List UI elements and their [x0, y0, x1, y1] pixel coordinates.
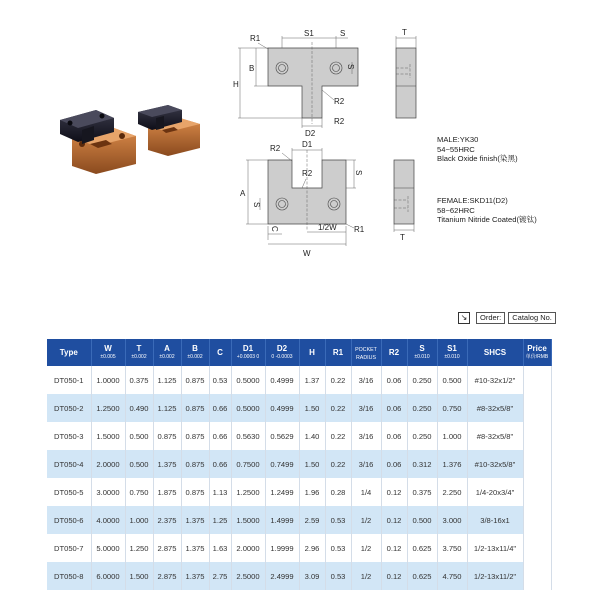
table-cell: 0.12: [381, 534, 407, 562]
table-cell: [523, 450, 551, 478]
table-cell: 1/2: [351, 562, 381, 590]
female-hardness: 58~62HRC: [437, 205, 475, 215]
column-header: POCKET RADIUS: [351, 339, 381, 366]
table-cell: 0.53: [325, 506, 351, 534]
dim-label-w: W: [303, 249, 311, 258]
table-cell: 0.28: [325, 478, 351, 506]
table-cell: 0.750: [125, 478, 153, 506]
dim-label-d2: D2: [305, 129, 316, 138]
table-cell: 0.12: [381, 562, 407, 590]
table-cell: [523, 562, 551, 590]
table-cell: 0.375: [407, 478, 437, 506]
table-cell: 1.375: [153, 450, 181, 478]
column-header: D1 +0.0003 0: [231, 339, 265, 366]
table-cell: 3/16: [351, 366, 381, 394]
table-cell: 0.750: [437, 394, 467, 422]
table-cell: 1.63: [209, 534, 231, 562]
table-cell: 1.50: [299, 394, 325, 422]
table-cell: [523, 366, 551, 394]
table-cell: DT050-1: [47, 366, 91, 394]
table-cell: 0.06: [381, 450, 407, 478]
column-header: SHCS: [467, 339, 523, 366]
table-cell: 3.000: [437, 506, 467, 534]
technical-drawings: [230, 24, 430, 258]
dim-label-c: C: [270, 226, 279, 232]
table-cell: DT050-7: [47, 534, 91, 562]
female-finish: Titanium Nitride Coated(镀钛): [437, 215, 537, 225]
table-cell: 1.500: [125, 562, 153, 590]
dim-label-half-w: 1/2W: [318, 223, 337, 232]
column-header: A ±0.002: [153, 339, 181, 366]
table-row: [47, 450, 551, 478]
table-cell: 1/2: [351, 506, 381, 534]
table-cell: 2.375: [153, 506, 181, 534]
table-cell: DT050-2: [47, 394, 91, 422]
table-cell: 1.0000: [91, 366, 125, 394]
dim-label-r2-b: R2: [334, 117, 345, 126]
table-cell: 0.875: [181, 478, 209, 506]
column-header: S1 ±0.010: [437, 339, 467, 366]
table-cell: 0.875: [181, 366, 209, 394]
table-cell: 1.37: [299, 366, 325, 394]
table-cell: 2.4999: [265, 562, 299, 590]
table-cell: 0.22: [325, 422, 351, 450]
table-cell: DT050-3: [47, 422, 91, 450]
table-cell: 1.125: [153, 366, 181, 394]
table-cell: 1.125: [153, 394, 181, 422]
table-cell: [523, 534, 551, 562]
table-cell: 0.312: [407, 450, 437, 478]
table-cell: 1/2-13x11/4": [467, 534, 523, 562]
table-cell: 4.0000: [91, 506, 125, 534]
table-cell: 0.500: [407, 506, 437, 534]
table-cell: 2.875: [153, 562, 181, 590]
column-header: R1: [325, 339, 351, 366]
table-cell: 1.2499: [265, 478, 299, 506]
column-header: B ±0.002: [181, 339, 209, 366]
table-cell: 0.5630: [231, 422, 265, 450]
table-cell: 3/16: [351, 450, 381, 478]
table-cell: [523, 394, 551, 422]
table-cell: 0.06: [381, 394, 407, 422]
table-cell: DT050-5: [47, 478, 91, 506]
table-row: [47, 366, 551, 394]
table-row: [47, 394, 551, 422]
dim-label-s1: S1: [304, 29, 314, 38]
female-material: FEMALE:SKD11(D2): [437, 196, 508, 205]
table-cell: 0.875: [181, 450, 209, 478]
order-pointer-icon: ↘: [458, 312, 470, 324]
table-cell: DT050-4: [47, 450, 91, 478]
table-cell: 0.53: [325, 534, 351, 562]
male-material: MALE:YK30: [437, 135, 479, 144]
dim-label-r2-c: R2: [270, 144, 281, 153]
table-cell: 1.25: [209, 506, 231, 534]
column-header: Price 单价/RMB: [523, 339, 551, 366]
table-cell: 1.5000: [231, 506, 265, 534]
table-cell: 0.500: [437, 366, 467, 394]
table-cell: 0.7500: [231, 450, 265, 478]
table-cell: 4.750: [437, 562, 467, 590]
table-cell: 3/8-16x1: [467, 506, 523, 534]
table-cell: 0.875: [181, 394, 209, 422]
table-cell: 0.4999: [265, 394, 299, 422]
dim-label-r1-female: R1: [354, 225, 365, 234]
table-cell: 0.375: [125, 366, 153, 394]
table-body: [47, 366, 551, 590]
table-cell: 2.5000: [231, 562, 265, 590]
table-cell: 1/4-20x3/4": [467, 478, 523, 506]
table-header-row: [47, 339, 551, 366]
column-header: C: [209, 339, 231, 366]
table-cell: 2.96: [299, 534, 325, 562]
table-cell: 0.12: [381, 506, 407, 534]
table-cell: 0.12: [381, 478, 407, 506]
table-cell: 1.13: [209, 478, 231, 506]
table-cell: 3.0000: [91, 478, 125, 506]
table-cell: 0.66: [209, 450, 231, 478]
column-header: S ±0.010: [407, 339, 437, 366]
table-cell: 0.625: [407, 534, 437, 562]
table-cell: 0.250: [407, 394, 437, 422]
table-cell: 0.490: [125, 394, 153, 422]
dim-label-t-male: T: [402, 28, 407, 37]
table-cell: 0.22: [325, 450, 351, 478]
table-cell: 2.59: [299, 506, 325, 534]
dim-label-s-side: S: [252, 202, 261, 208]
table-cell: 1.376: [437, 450, 467, 478]
table-cell: 1.50: [299, 450, 325, 478]
dim-label-s: S: [340, 29, 346, 38]
table-cell: 1.9999: [265, 534, 299, 562]
table-cell: 1.2500: [231, 478, 265, 506]
female-spec: [437, 196, 537, 225]
table-cell: 1.5000: [91, 422, 125, 450]
table-cell: 1.250: [125, 534, 153, 562]
table-cell: 2.75: [209, 562, 231, 590]
table-cell: [523, 422, 551, 450]
table-cell: 0.5000: [231, 394, 265, 422]
table-cell: 1.375: [181, 562, 209, 590]
table-cell: 1.2500: [91, 394, 125, 422]
dim-label-d1: D1: [302, 140, 313, 149]
male-finish: Black Oxide finish(染黑): [437, 154, 518, 164]
table-cell: 3.750: [437, 534, 467, 562]
table-cell: 1/2-13x11/2": [467, 562, 523, 590]
table-cell: 0.7499: [265, 450, 299, 478]
table-cell: #8-32x5/8": [467, 422, 523, 450]
table-cell: 0.625: [407, 562, 437, 590]
table-cell: #10-32x5/8": [467, 450, 523, 478]
table-cell: 1.4999: [265, 506, 299, 534]
table-cell: 0.22: [325, 394, 351, 422]
table-cell: 1.375: [181, 534, 209, 562]
dim-label-r2-a: R2: [334, 97, 345, 106]
dim-label-s-vert: S: [346, 64, 355, 70]
column-header: W ±0.005: [91, 339, 125, 366]
table-cell: 0.500: [125, 450, 153, 478]
table-cell: 0.66: [209, 394, 231, 422]
table-cell: 0.250: [407, 366, 437, 394]
table-cell: [523, 506, 551, 534]
table-cell: 3/16: [351, 394, 381, 422]
table-cell: 0.500: [125, 422, 153, 450]
dim-label-r1: R1: [250, 34, 261, 43]
table-cell: 1.000: [125, 506, 153, 534]
dim-label-b: B: [249, 64, 255, 73]
male-spec: [437, 135, 518, 164]
male-hardness: 54~55HRC: [437, 144, 475, 154]
table-cell: 0.5629: [265, 422, 299, 450]
table-cell: 3.09: [299, 562, 325, 590]
table-row: [47, 506, 551, 534]
table-cell: 0.66: [209, 422, 231, 450]
table-row: [47, 534, 551, 562]
table-cell: 0.06: [381, 422, 407, 450]
column-header: D2 0 -0.0003: [265, 339, 299, 366]
table-cell: 1/2: [351, 534, 381, 562]
table-cell: 0.250: [407, 422, 437, 450]
column-header: H: [299, 339, 325, 366]
table-cell: 0.53: [325, 562, 351, 590]
dim-label-s-female: S: [354, 170, 363, 176]
table-cell: 0.875: [153, 422, 181, 450]
table-cell: 0.06: [381, 366, 407, 394]
table-row: [47, 562, 551, 590]
product-photo: [52, 104, 204, 176]
dim-label-t-female: T: [400, 233, 405, 242]
table-cell: 1.000: [437, 422, 467, 450]
table-cell: 0.22: [325, 366, 351, 394]
table-row: [47, 478, 551, 506]
order-label: Order:: [476, 312, 505, 324]
table-cell: 5.0000: [91, 534, 125, 562]
table-cell: 0.875: [181, 422, 209, 450]
table-cell: 0.5000: [231, 366, 265, 394]
table-cell: 2.875: [153, 534, 181, 562]
table-cell: #10-32x1/2": [467, 366, 523, 394]
spec-table: [47, 339, 552, 590]
column-header: Type: [47, 339, 91, 366]
table-cell: 2.0000: [231, 534, 265, 562]
table-cell: 2.0000: [91, 450, 125, 478]
dim-label-h: H: [233, 80, 239, 89]
dim-label-r2-d: R2: [302, 169, 313, 178]
catalog-no-label: Catalog No.: [508, 312, 556, 324]
table-cell: 1.40: [299, 422, 325, 450]
table-cell: 0.4999: [265, 366, 299, 394]
table-row: [47, 422, 551, 450]
table-cell: [523, 478, 551, 506]
table-cell: 1.875: [153, 478, 181, 506]
table-cell: 1.375: [181, 506, 209, 534]
order-row: [458, 312, 556, 324]
table-cell: 1/4: [351, 478, 381, 506]
table-cell: DT050-8: [47, 562, 91, 590]
column-header: T ±0.002: [125, 339, 153, 366]
dim-label-a: A: [240, 189, 246, 198]
table-cell: 2.250: [437, 478, 467, 506]
table-cell: 6.0000: [91, 562, 125, 590]
table-cell: DT050-6: [47, 506, 91, 534]
table-cell: #8-32x5/8": [467, 394, 523, 422]
table-cell: 3/16: [351, 422, 381, 450]
table-cell: 1.96: [299, 478, 325, 506]
table-cell: 0.53: [209, 366, 231, 394]
column-header: R2: [381, 339, 407, 366]
